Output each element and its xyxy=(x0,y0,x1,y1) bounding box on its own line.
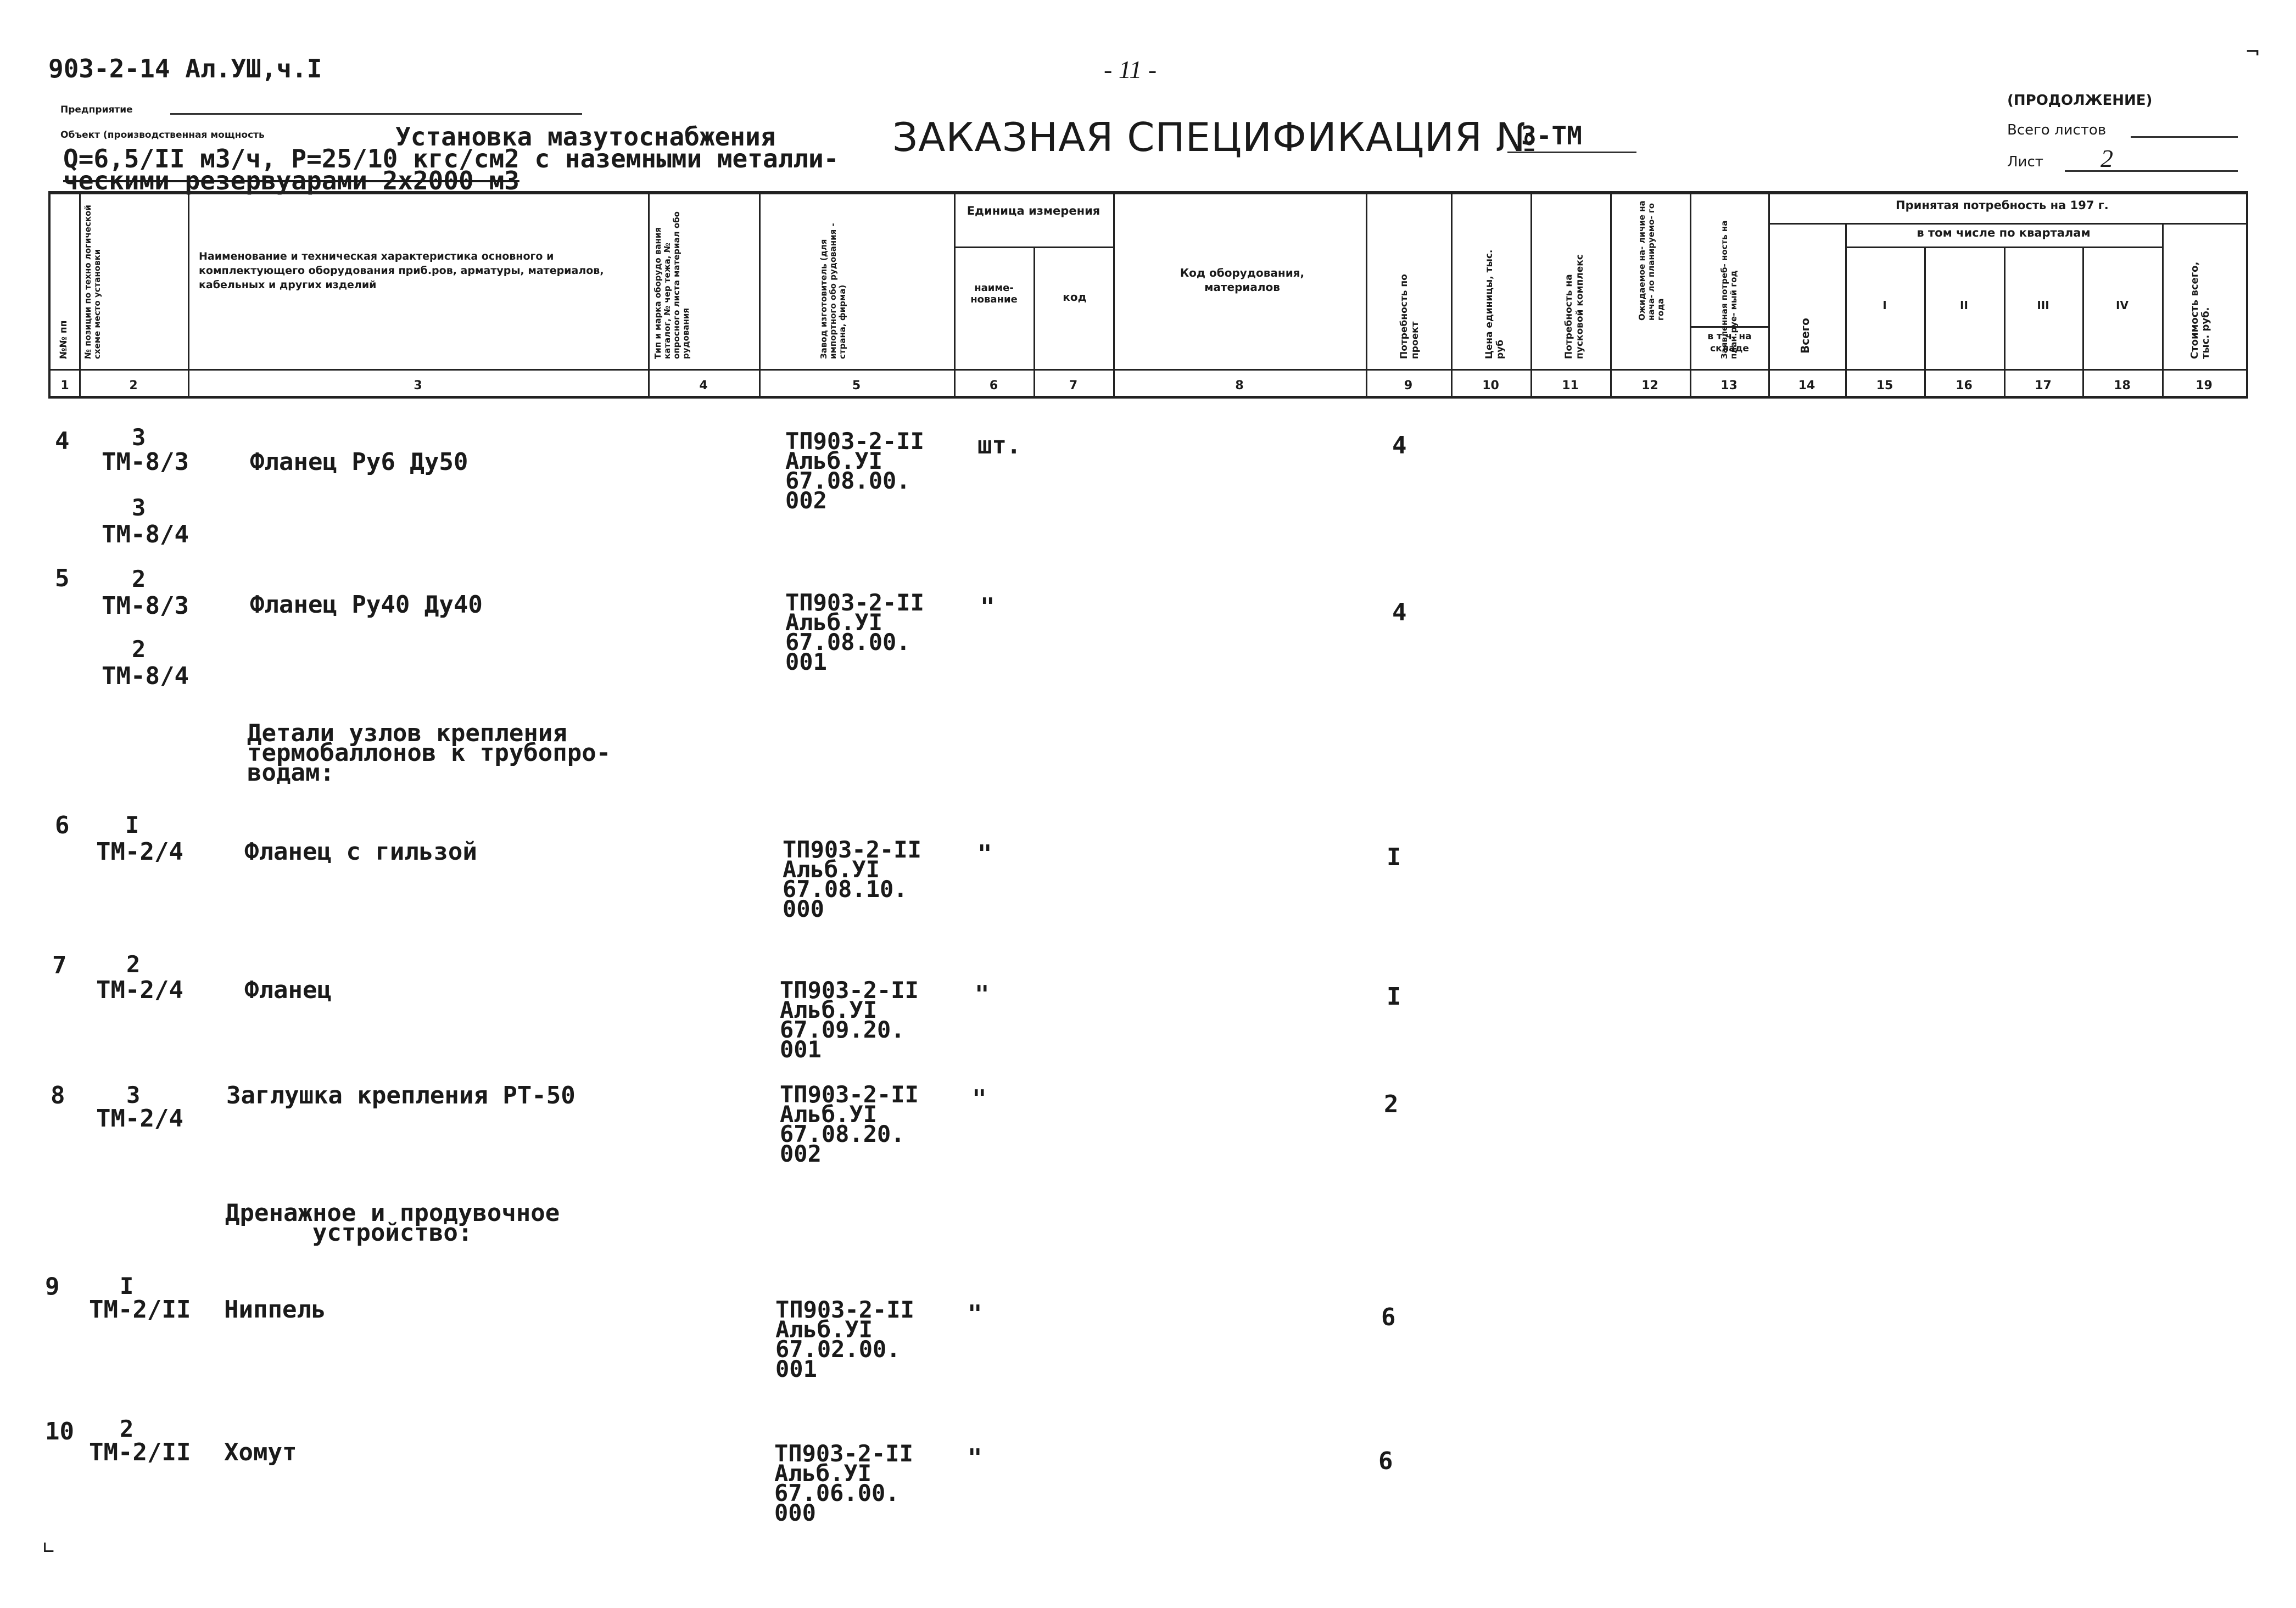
col-number: 6 xyxy=(989,379,998,393)
position-code: ТМ-8/4 xyxy=(102,662,189,690)
col-12-top-header: Ожидаемое на- личие на нача- ло планируемо- го года xyxy=(1637,200,1666,321)
enterprise-underline xyxy=(170,113,582,115)
col-11-header: Потребность на пусковой комплекс xyxy=(1563,254,1585,359)
item-name: Фланец xyxy=(244,976,332,1004)
spec-number: 3-ТМ xyxy=(1521,121,1582,150)
unit: " xyxy=(968,1300,982,1328)
item-name: Ниппель xyxy=(224,1296,326,1324)
quantity: 6 xyxy=(1378,1447,1393,1475)
row-number: 10 xyxy=(45,1417,74,1445)
col-number: 2 xyxy=(129,379,138,393)
col-number: 19 xyxy=(2196,379,2213,393)
row-number: 7 xyxy=(52,951,67,979)
corner-mark-bottom-left: ∟ xyxy=(43,1537,55,1560)
col-18-header: IV xyxy=(2116,299,2129,312)
col-6-header: наиме- нование xyxy=(970,282,1018,305)
col-2-header: № позиции по техно логической схеме место установки xyxy=(83,205,102,359)
col-number: 17 xyxy=(2035,379,2052,393)
col-9-header: Потребность по проект xyxy=(1399,274,1421,359)
quantity: 4 xyxy=(1392,432,1407,460)
position-superscript: 2 xyxy=(120,1415,134,1442)
item-name: Фланец Ру40 Ду40 xyxy=(250,591,483,619)
document-code: 903-2-14 Ал.УШ,ч.I xyxy=(48,54,322,83)
position-superscript: 3 xyxy=(126,1082,141,1108)
row-number: 4 xyxy=(55,427,70,455)
row-number: 8 xyxy=(51,1082,65,1110)
quantity: 6 xyxy=(1381,1303,1396,1331)
continuation-label: (ПРОДОЛЖЕНИЕ) xyxy=(2007,92,2153,109)
position-superscript: 2 xyxy=(126,951,141,978)
manufacturer-ref: ТП903-2-II Альб.УI 67.09.20. 001 xyxy=(780,977,919,1063)
position-code: ТМ-8/3 xyxy=(102,448,189,476)
item-name: Фланец Ру6 Ду50 xyxy=(250,448,468,476)
row-number: 9 xyxy=(45,1273,60,1301)
col-number: 9 xyxy=(1404,379,1413,393)
spec-number-underline xyxy=(1507,152,1636,153)
total-sheets-label: Всего листов xyxy=(2007,122,2107,138)
col-number: 10 xyxy=(1482,379,1499,393)
unit: " xyxy=(975,981,990,1008)
position-code: ТМ-2/II xyxy=(89,1438,191,1466)
position-superscript: I xyxy=(125,811,139,838)
unit: " xyxy=(977,840,992,868)
col-number: 11 xyxy=(1562,379,1579,393)
page-number: - 11 - xyxy=(1104,55,1157,83)
position-superscript: 2 xyxy=(132,636,146,663)
col-3-header: Наименование и техническая характеристика основного и комплектующего оборудования приб.ров, арматуры, материалов, кабельных и других изделий xyxy=(199,250,604,291)
position-code: ТМ-2/II xyxy=(89,1296,191,1324)
col-7-header: код xyxy=(1063,290,1087,304)
col-14-header: Всего xyxy=(1798,318,1812,354)
col-4-header: Тип и марка оборудо вания каталог, № чер тежа, № опросного листа материал обо рудования xyxy=(653,211,691,359)
row-number: 6 xyxy=(55,811,70,839)
manufacturer-ref: ТП903-2-II Альб.УI 67.08.10. 000 xyxy=(783,836,921,922)
position-code: ТМ-8/4 xyxy=(102,520,189,548)
col-number: 13 xyxy=(1720,379,1738,393)
col-number: 3 xyxy=(414,379,422,393)
col-number: 18 xyxy=(2114,379,2131,393)
col-number: 14 xyxy=(1798,379,1815,393)
unit: " xyxy=(980,593,995,621)
col-10-header: Цена единицы, тыс. руб xyxy=(1484,249,1506,359)
col-5-header: Завод изготовитель (для импортного обо рудования - страна, фирма) xyxy=(819,223,847,359)
col-16-header: II xyxy=(1960,299,1968,312)
col-6-7-group-header: Единица измерения xyxy=(967,204,1100,217)
quarters-group-header: в том числе по кварталам xyxy=(1917,226,2091,239)
accepted-need-group-header: Принятая потребность на 197 г. xyxy=(1896,199,2109,212)
manufacturer-ref: ТП903-2-II Альб.УI 67.08.20. 002 xyxy=(780,1081,919,1167)
col-number: 1 xyxy=(60,379,69,393)
page-title: ЗАКАЗНАЯ СПЕЦИФИКАЦИЯ № xyxy=(892,114,1538,160)
position-code: ТМ-8/3 xyxy=(102,592,189,620)
position-code: ТМ-2/4 xyxy=(96,976,183,1004)
position-code: ТМ-2/4 xyxy=(96,838,183,866)
quantity: 4 xyxy=(1392,598,1407,626)
manufacturer-ref: ТП903-2-II Альб.УI 67.06.00. 000 xyxy=(774,1440,913,1526)
col-17-header: III xyxy=(2037,299,2049,312)
sheet-underline xyxy=(2065,170,2238,172)
item-name: Фланец с гильзой xyxy=(244,838,477,866)
col-12-bottom-header: в т.ч. на складе xyxy=(1707,331,1752,354)
col-number: 15 xyxy=(1876,379,1893,393)
sheet-value: 2 xyxy=(2101,144,2113,172)
col-13-header: Заявленная потреб- ность на план.руе- мый год xyxy=(1719,220,1739,359)
position-code: ТМ-2/4 xyxy=(96,1105,183,1133)
manufacturer-ref: ТП903-2-II Альб.УI 67.08.00. 001 xyxy=(785,589,924,675)
unit: " xyxy=(968,1444,982,1472)
object-line-3: ческими резервуарами 2х2000 м3 xyxy=(63,166,519,195)
position-superscript: 3 xyxy=(132,424,146,451)
position-superscript: I xyxy=(120,1273,134,1299)
col-number: 8 xyxy=(1235,379,1244,393)
quantity: I xyxy=(1387,843,1401,871)
quantity: I xyxy=(1387,983,1401,1011)
manufacturer-ref: ТП903-2-II Альб.УI 67.08.00. 002 xyxy=(785,428,924,514)
col-15-header: I xyxy=(1882,299,1887,312)
total-sheets-underline xyxy=(2131,136,2238,138)
row-number: 5 xyxy=(55,564,70,592)
col-number: 12 xyxy=(1641,379,1658,393)
enterprise-label: Предприятие xyxy=(60,104,133,115)
position-superscript: 3 xyxy=(132,494,146,521)
unit: " xyxy=(972,1085,987,1113)
item-name: Хомут xyxy=(224,1438,297,1466)
col-number: 5 xyxy=(852,379,861,393)
col-8-header: Код оборудования, материалов xyxy=(1180,266,1305,294)
col-19-header: Стоимость всего, тыс. руб. xyxy=(2189,261,2211,359)
object-line-1: Установка мазутоснабжения xyxy=(395,122,776,152)
col-number: 16 xyxy=(1956,379,1973,393)
corner-mark: ¬ xyxy=(2246,40,2260,65)
manufacturer-ref: ТП903-2-II Альб.УI 67.02.00. 001 xyxy=(775,1296,914,1382)
section-heading: Детали узлов крепления термобаллонов к трубопро- водам: xyxy=(247,719,611,787)
col-number: 4 xyxy=(699,379,708,393)
col-1-header: №№ пп xyxy=(58,320,69,359)
spec-table-header xyxy=(48,191,2248,399)
section-heading: Дренажное и продувочное устройство: xyxy=(225,1199,560,1247)
quantity: 2 xyxy=(1384,1090,1399,1118)
unit: шт. xyxy=(977,432,1021,460)
item-name: Заглушка крепления РТ-50 xyxy=(226,1082,576,1110)
object-label: Объект (производственная мощность xyxy=(60,130,265,141)
object-line-2: Q=6,5/II м3/ч, Р=25/10 кгс/см2 с наземными металли- xyxy=(63,144,839,173)
col-number: 7 xyxy=(1069,379,1078,393)
position-superscript: 2 xyxy=(132,565,146,592)
sheet-label: Лист xyxy=(2007,154,2043,170)
